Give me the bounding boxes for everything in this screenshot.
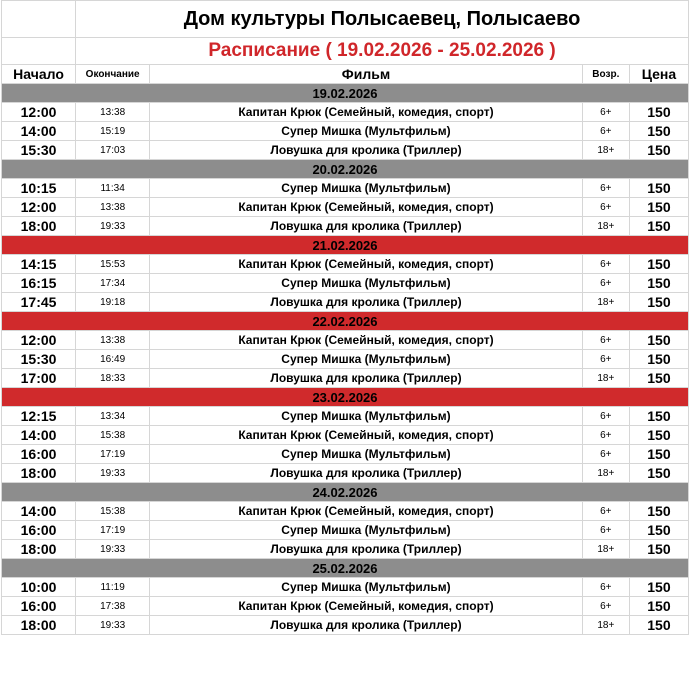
date-label: 23.02.2026 [2,388,689,407]
start-time: 14:15 [2,255,76,274]
film-title: Ловушка для кролика (Триллер) [150,293,583,312]
title-blank-cell [2,1,76,38]
ticket-price: 150 [629,293,688,312]
table-row [2,578,689,597]
table-row [2,445,689,464]
start-time: 10:15 [2,179,76,198]
ticket-price: 150 [629,103,688,122]
start-time: 16:00 [2,521,76,540]
ticket-price: 150 [629,331,688,350]
table-row [2,350,689,369]
table-row [2,179,689,198]
date-row [2,559,689,578]
film-title: Супер Мишка (Мультфильм) [150,274,583,293]
age-rating: 6+ [582,407,629,426]
date-row [2,388,689,407]
film-title: Супер Мишка (Мультфильм) [150,445,583,464]
film-title: Ловушка для кролика (Триллер) [150,616,583,635]
age-rating: 18+ [582,293,629,312]
age-rating: 18+ [582,369,629,388]
header-price: Цена [629,65,688,84]
table-row [2,502,689,521]
venue-title: Дом культуры Полысаевец, Полысаево [76,1,689,38]
start-time: 18:00 [2,540,76,559]
table-row [2,198,689,217]
title-row [2,1,689,38]
end-time: 13:34 [76,407,150,426]
date-label: 22.02.2026 [2,312,689,331]
end-time: 11:34 [76,179,150,198]
table-row [2,217,689,236]
end-time: 15:19 [76,122,150,141]
end-time: 17:34 [76,274,150,293]
age-rating: 18+ [582,217,629,236]
ticket-price: 150 [629,407,688,426]
table-row [2,122,689,141]
end-time: 11:19 [76,578,150,597]
table-row [2,369,689,388]
film-title: Супер Мишка (Мультфильм) [150,578,583,597]
table-row [2,464,689,483]
start-time: 18:00 [2,217,76,236]
schedule-range: Расписание ( 19.02.2026 - 25.02.2026 ) [76,38,689,65]
age-rating: 6+ [582,198,629,217]
start-time: 12:00 [2,331,76,350]
age-rating: 18+ [582,540,629,559]
end-time: 17:38 [76,597,150,616]
end-time: 19:33 [76,540,150,559]
film-title: Капитан Крюк (Семейный, комедия, спорт) [150,597,583,616]
date-label: 24.02.2026 [2,483,689,502]
end-time: 17:19 [76,445,150,464]
date-label: 19.02.2026 [2,84,689,103]
start-time: 10:00 [2,578,76,597]
schedule-table [1,0,689,635]
film-title: Капитан Крюк (Семейный, комедия, спорт) [150,198,583,217]
date-label: 20.02.2026 [2,160,689,179]
film-title: Супер Мишка (Мультфильм) [150,521,583,540]
start-time: 14:00 [2,122,76,141]
header-end: Окончание [76,65,150,84]
film-title: Капитан Крюк (Семейный, комедия, спорт) [150,426,583,445]
start-time: 17:00 [2,369,76,388]
table-row [2,616,689,635]
date-row [2,236,689,255]
age-rating: 18+ [582,464,629,483]
film-title: Супер Мишка (Мультфильм) [150,122,583,141]
table-row [2,274,689,293]
start-time: 15:30 [2,141,76,160]
end-time: 15:38 [76,502,150,521]
film-title: Капитан Крюк (Семейный, комедия, спорт) [150,103,583,122]
film-title: Ловушка для кролика (Триллер) [150,141,583,160]
start-time: 16:00 [2,445,76,464]
start-time: 14:00 [2,502,76,521]
ticket-price: 150 [629,521,688,540]
ticket-price: 150 [629,540,688,559]
film-title: Ловушка для кролика (Триллер) [150,464,583,483]
table-row [2,293,689,312]
ticket-price: 150 [629,274,688,293]
end-time: 17:03 [76,141,150,160]
film-title: Супер Мишка (Мультфильм) [150,179,583,198]
start-time: 18:00 [2,464,76,483]
ticket-price: 150 [629,198,688,217]
table-row [2,521,689,540]
start-time: 16:00 [2,597,76,616]
age-rating: 6+ [582,274,629,293]
film-title: Супер Мишка (Мультфильм) [150,407,583,426]
table-row [2,141,689,160]
age-rating: 6+ [582,597,629,616]
end-time: 19:33 [76,217,150,236]
date-label: 25.02.2026 [2,559,689,578]
table-row [2,597,689,616]
ticket-price: 150 [629,141,688,160]
ticket-price: 150 [629,255,688,274]
start-time: 12:00 [2,103,76,122]
start-time: 14:00 [2,426,76,445]
end-time: 18:33 [76,369,150,388]
end-time: 13:38 [76,198,150,217]
age-rating: 6+ [582,331,629,350]
ticket-price: 150 [629,426,688,445]
end-time: 19:33 [76,616,150,635]
table-row [2,331,689,350]
age-rating: 6+ [582,578,629,597]
age-rating: 6+ [582,521,629,540]
table-row [2,255,689,274]
table-row [2,407,689,426]
ticket-price: 150 [629,122,688,141]
ticket-price: 150 [629,578,688,597]
age-rating: 6+ [582,103,629,122]
ticket-price: 150 [629,369,688,388]
ticket-price: 150 [629,217,688,236]
end-time: 16:49 [76,350,150,369]
end-time: 19:18 [76,293,150,312]
date-row [2,160,689,179]
end-time: 13:38 [76,103,150,122]
film-title: Капитан Крюк (Семейный, комедия, спорт) [150,255,583,274]
end-time: 19:33 [76,464,150,483]
start-time: 16:15 [2,274,76,293]
start-time: 15:30 [2,350,76,369]
ticket-price: 150 [629,597,688,616]
film-title: Капитан Крюк (Семейный, комедия, спорт) [150,502,583,521]
ticket-price: 150 [629,179,688,198]
header-start: Начало [2,65,76,84]
ticket-price: 150 [629,464,688,483]
ticket-price: 150 [629,616,688,635]
header-film: Фильм [150,65,583,84]
age-rating: 6+ [582,255,629,274]
ticket-price: 150 [629,445,688,464]
subtitle-blank-cell [2,38,76,65]
table-row [2,426,689,445]
ticket-price: 150 [629,350,688,369]
age-rating: 18+ [582,141,629,160]
start-time: 18:00 [2,616,76,635]
subtitle-row [2,38,689,65]
film-title: Ловушка для кролика (Триллер) [150,540,583,559]
start-time: 12:15 [2,407,76,426]
film-title: Ловушка для кролика (Триллер) [150,217,583,236]
date-row [2,483,689,502]
end-time: 15:53 [76,255,150,274]
end-time: 13:38 [76,331,150,350]
end-time: 17:19 [76,521,150,540]
film-title: Капитан Крюк (Семейный, комедия, спорт) [150,331,583,350]
age-rating: 6+ [582,350,629,369]
start-time: 12:00 [2,198,76,217]
age-rating: 18+ [582,616,629,635]
film-title: Ловушка для кролика (Триллер) [150,369,583,388]
age-rating: 6+ [582,179,629,198]
column-header-row [2,65,689,84]
age-rating: 6+ [582,122,629,141]
header-age: Возр. [582,65,629,84]
ticket-price: 150 [629,502,688,521]
age-rating: 6+ [582,445,629,464]
age-rating: 6+ [582,426,629,445]
date-row [2,84,689,103]
film-title: Супер Мишка (Мультфильм) [150,350,583,369]
age-rating: 6+ [582,502,629,521]
end-time: 15:38 [76,426,150,445]
date-label: 21.02.2026 [2,236,689,255]
table-row [2,540,689,559]
table-row [2,103,689,122]
start-time: 17:45 [2,293,76,312]
date-row [2,312,689,331]
